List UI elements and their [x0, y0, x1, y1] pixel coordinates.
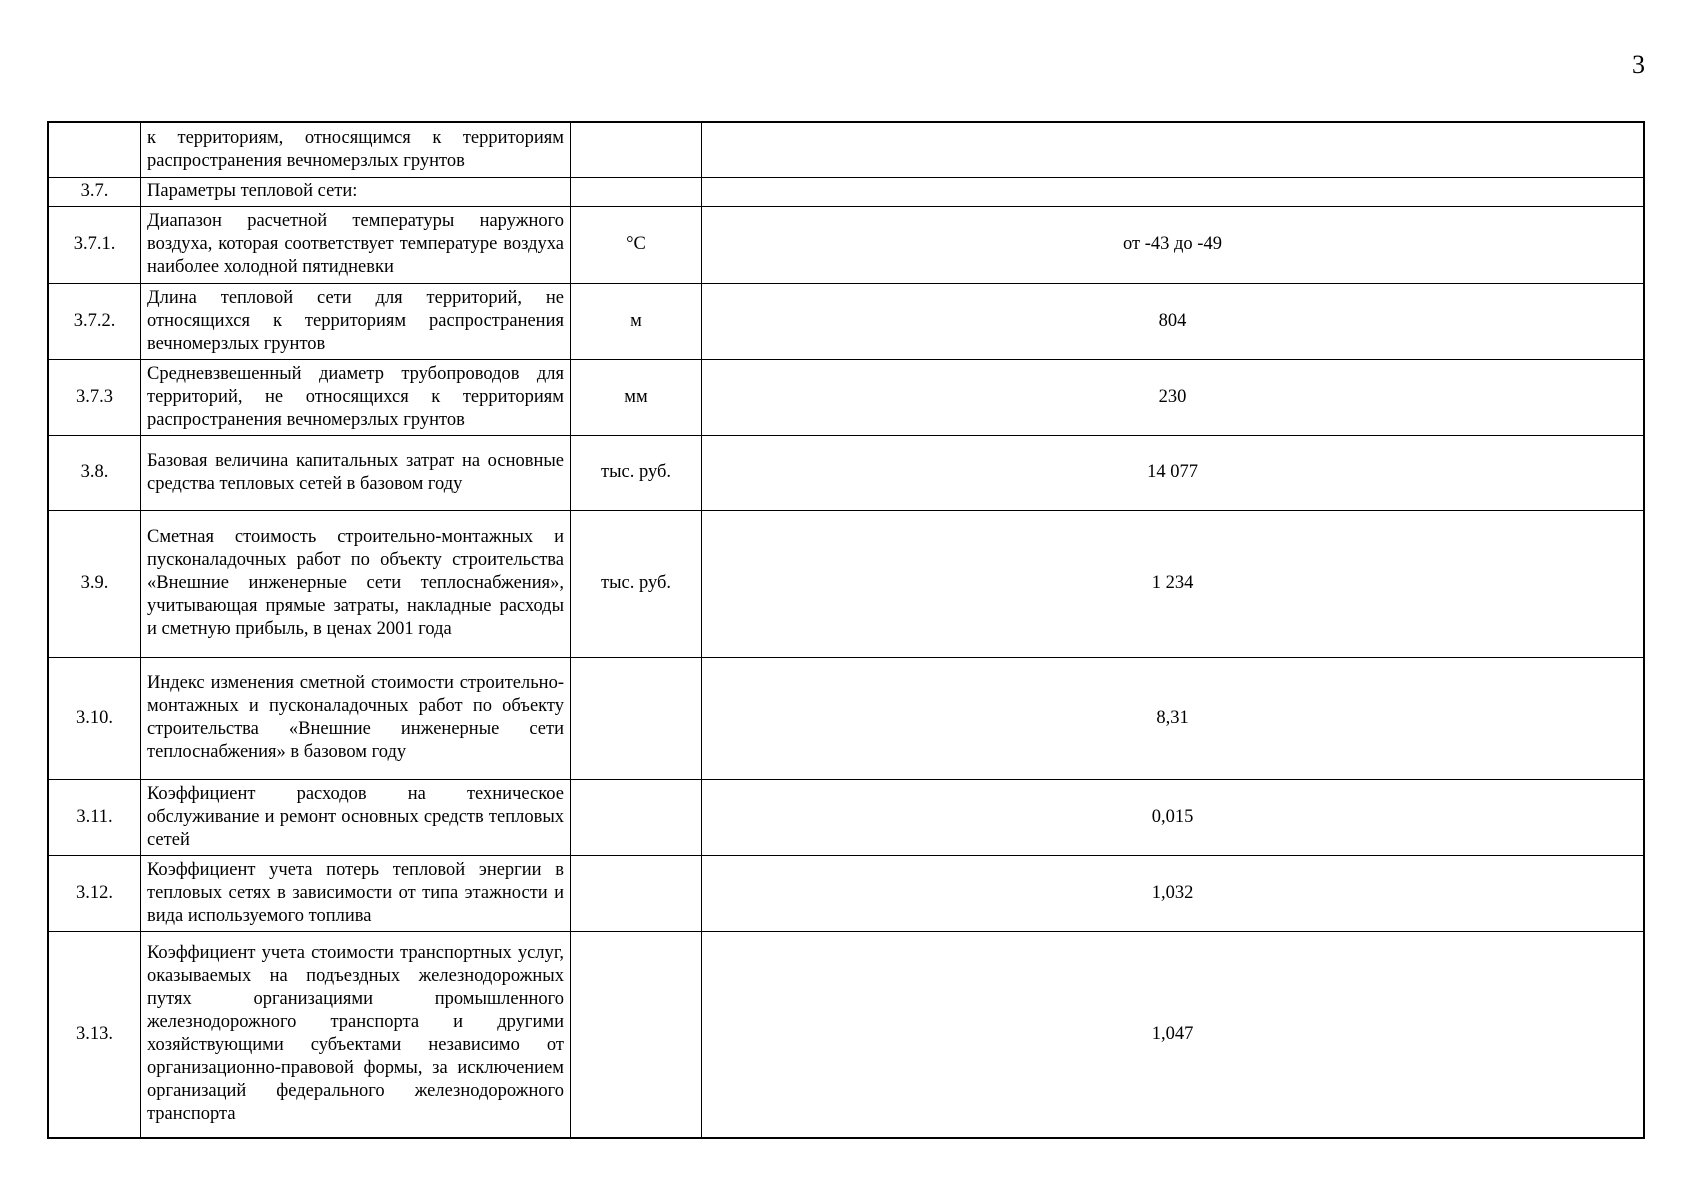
row-number-cell: 3.10. [48, 657, 141, 779]
row-number-cell: 3.13. [48, 931, 141, 1138]
parameter-name-cell: Длина тепловой сети для территорий, не относящихся к территориям распространения вечномерзлых грунтов [141, 283, 571, 359]
table-body [48, 122, 1644, 1138]
table-row [48, 435, 1644, 510]
parameters-table [47, 121, 1645, 1139]
parameter-name-cell: Сметная стоимость строительно-монтажных и пусконаладочных работ по объекту строительства «Внешние инженерные сети теплоснабжения», учитывающая прямые затраты, накладные расходы и сметную прибыль, в ценах 2001 года [141, 510, 571, 657]
row-number-cell [48, 122, 141, 177]
value-cell [702, 122, 1645, 177]
value-cell: 1 234 [702, 510, 1645, 657]
unit-cell [571, 122, 702, 177]
row-number-cell: 3.7.3 [48, 359, 141, 435]
row-number-cell: 3.7.2. [48, 283, 141, 359]
parameter-name-cell: Средневзвешенный диаметр трубопроводов для территорий, не относящихся к территориям распространения вечномерзлых грунтов [141, 359, 571, 435]
value-cell: 1,047 [702, 931, 1645, 1138]
unit-cell [571, 855, 702, 931]
unit-cell [571, 779, 702, 855]
unit-cell [571, 931, 702, 1138]
unit-cell [571, 177, 702, 206]
table-row [48, 359, 1644, 435]
row-number-cell: 3.12. [48, 855, 141, 931]
parameter-name-cell: Параметры тепловой сети: [141, 177, 571, 206]
parameter-name-cell: Диапазон расчетной температуры наружного воздуха, которая соответствует температуре воздуха наиболее холодной пятидневки [141, 206, 571, 283]
value-cell: 1,032 [702, 855, 1645, 931]
unit-cell: тыс. руб. [571, 435, 702, 510]
table-row [48, 510, 1644, 657]
parameter-name-cell: Коэффициент учета потерь тепловой энергии в тепловых сетях в зависимости от типа этажности и вида используемого топлива [141, 855, 571, 931]
parameter-name-cell: Базовая величина капитальных затрат на основные средства тепловых сетей в базовом году [141, 435, 571, 510]
parameter-name-cell: Индекс изменения сметной стоимости строительно-монтажных и пусконаладочных работ по объекту строительства «Внешние инженерные сети теплоснабжения» в базовом году [141, 657, 571, 779]
parameter-name-cell: Коэффициент расходов на техническое обслуживание и ремонт основных средств тепловых сетей [141, 779, 571, 855]
row-number-cell: 3.9. [48, 510, 141, 657]
value-cell: 0,015 [702, 779, 1645, 855]
parameter-name-cell: к территориям, относящимся к территориям распространения вечномерзлых грунтов [141, 122, 571, 177]
table-row [48, 177, 1644, 206]
unit-cell: тыс. руб. [571, 510, 702, 657]
table-row [48, 122, 1644, 177]
table-row [48, 931, 1644, 1138]
row-number-cell: 3.7. [48, 177, 141, 206]
unit-cell: мм [571, 359, 702, 435]
table-row [48, 657, 1644, 779]
value-cell: 8,31 [702, 657, 1645, 779]
table-row [48, 779, 1644, 855]
row-number-cell: 3.8. [48, 435, 141, 510]
value-cell: 804 [702, 283, 1645, 359]
unit-cell: °С [571, 206, 702, 283]
table-row [48, 283, 1644, 359]
parameter-name-cell: Коэффициент учета стоимости транспортных услуг, оказываемых на подъездных железнодорожных путях организациями промышленного железнодорожного транспорта и другими хозяйствующими субъектами независимо от организационно-правовой формы, за исключением организаций федерального железнодорожного транспорта [141, 931, 571, 1138]
table-row [48, 855, 1644, 931]
row-number-cell: 3.11. [48, 779, 141, 855]
value-cell: 230 [702, 359, 1645, 435]
value-cell [702, 177, 1645, 206]
table-row [48, 206, 1644, 283]
unit-cell: м [571, 283, 702, 359]
page-number: 3 [1632, 50, 1645, 79]
unit-cell [571, 657, 702, 779]
value-cell: 14 077 [702, 435, 1645, 510]
row-number-cell: 3.7.1. [48, 206, 141, 283]
value-cell: от -43 до -49 [702, 206, 1645, 283]
